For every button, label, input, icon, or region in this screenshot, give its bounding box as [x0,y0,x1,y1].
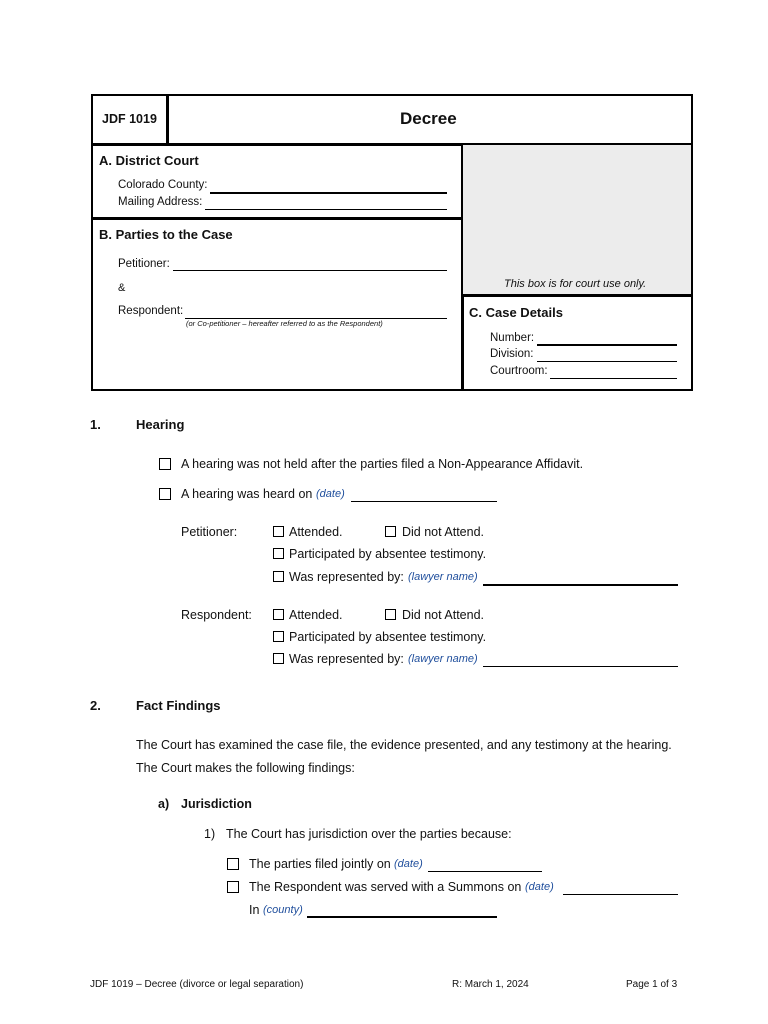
section-c-heading: C. Case Details [469,305,563,320]
hearing-date-hint: (date) [316,488,345,500]
section-1-heading: Hearing [136,417,185,432]
jurisdiction-item-text: The Court has jurisdiction over the parties because: [226,827,512,841]
findings-paragraph-line-1: The Court has examined the case file, the evidence presented, and any testimony at the hearing. [136,738,672,752]
county-field[interactable] [210,178,447,194]
section-2-number: 2. [90,698,101,713]
respondent-label: Respondent: [118,305,184,317]
petitioner-represented-label: Was represented by: [289,570,404,584]
petitioner-lawyer-field[interactable] [483,570,678,586]
hearing-date-field[interactable] [351,487,497,502]
hearing-not-held-label: A hearing was not held after the parties filed a Non-Appearance Affidavit. [181,457,584,471]
hearing-not-held-checkbox[interactable] [159,458,171,470]
division-label: Division: [490,348,534,360]
footer-form-name: JDF 1019 – Decree (divorce or legal separation) [90,979,304,990]
respondent-did-not-attend-checkbox[interactable] [385,609,396,620]
respondent-represented-checkbox[interactable] [273,653,284,664]
page-title: Decree [400,109,457,128]
petitioner-absentee-checkbox[interactable] [273,548,284,559]
petitioner-represented-checkbox[interactable] [273,571,284,582]
mailing-address-field[interactable] [205,196,447,210]
county-label: Colorado County: [118,179,208,191]
courtroom-label: Courtroom: [490,365,548,377]
case-number-field[interactable] [537,330,677,346]
footer-revision-date: R: March 1, 2024 [452,979,529,990]
courtroom-field[interactable] [550,365,677,379]
petitioner-attended-checkbox[interactable] [273,526,284,537]
ampersand: & [118,282,126,294]
respondent-absentee-label: Participated by absentee testimony. [289,630,487,644]
filed-jointly-date-hint: (date) [394,858,423,870]
respondent-attended-checkbox[interactable] [273,609,284,620]
hearing-petitioner-label: Petitioner: [181,525,238,539]
served-summons-checkbox[interactable] [227,881,239,893]
respondent-note: (or Co-petitioner – hereafter referred to as the Respondent) [186,319,383,328]
petitioner-lawyer-hint: (lawyer name) [408,571,478,583]
filed-jointly-label: The parties filed jointly on [249,857,391,871]
section-2-heading: Fact Findings [136,698,221,713]
respondent-absentee-checkbox[interactable] [273,631,284,642]
respondent-lawyer-field[interactable] [483,652,678,667]
served-date-field[interactable] [563,880,678,895]
jurisdiction-item-number: 1) [204,827,216,841]
division-field[interactable] [537,348,677,362]
divider [166,94,169,145]
case-number-label: Number: [490,332,535,344]
petitioner-did-not-attend-label: Did not Attend. [402,525,485,539]
served-summons-label: The Respondent was served with a Summons on [249,880,522,894]
section-b-heading: B. Parties to the Case [99,227,233,242]
served-county-label: In [249,903,260,917]
divider [461,294,693,297]
hearing-respondent-label: Respondent: [181,608,252,622]
respondent-field[interactable] [185,305,447,319]
jurisdiction-heading: Jurisdiction [181,797,252,811]
hearing-held-checkbox[interactable] [159,488,171,500]
served-county-hint: (county) [263,904,303,916]
respondent-lawyer-hint: (lawyer name) [408,653,478,665]
served-date-hint: (date) [525,881,554,893]
respondent-attended-label: Attended. [289,608,343,622]
petitioner-label: Petitioner: [118,258,170,270]
court-use-note: This box is for court use only. [504,278,647,290]
footer-page-number: Page 1 of 3 [626,979,678,990]
respondent-did-not-attend-label: Did not Attend. [402,608,485,622]
court-use-box [463,145,691,294]
filed-jointly-date-field[interactable] [428,857,542,872]
petitioner-did-not-attend-checkbox[interactable] [385,526,396,537]
jurisdiction-letter: a) [158,797,170,811]
section-1-number: 1. [90,417,101,432]
mailing-address-label: Mailing Address: [118,196,203,208]
petitioner-absentee-label: Participated by absentee testimony. [289,547,487,561]
filed-jointly-checkbox[interactable] [227,858,239,870]
form-id: JDF 1019 [102,112,157,126]
findings-paragraph-line-2: The Court makes the following findings: [136,761,355,775]
divider [91,217,463,220]
respondent-represented-label: Was represented by: [289,652,404,666]
served-county-field[interactable] [307,902,497,918]
section-a-heading: A. District Court [99,153,199,168]
petitioner-field[interactable] [173,257,447,271]
hearing-held-label: A hearing was heard on [181,487,313,501]
petitioner-attended-label: Attended. [289,525,343,539]
